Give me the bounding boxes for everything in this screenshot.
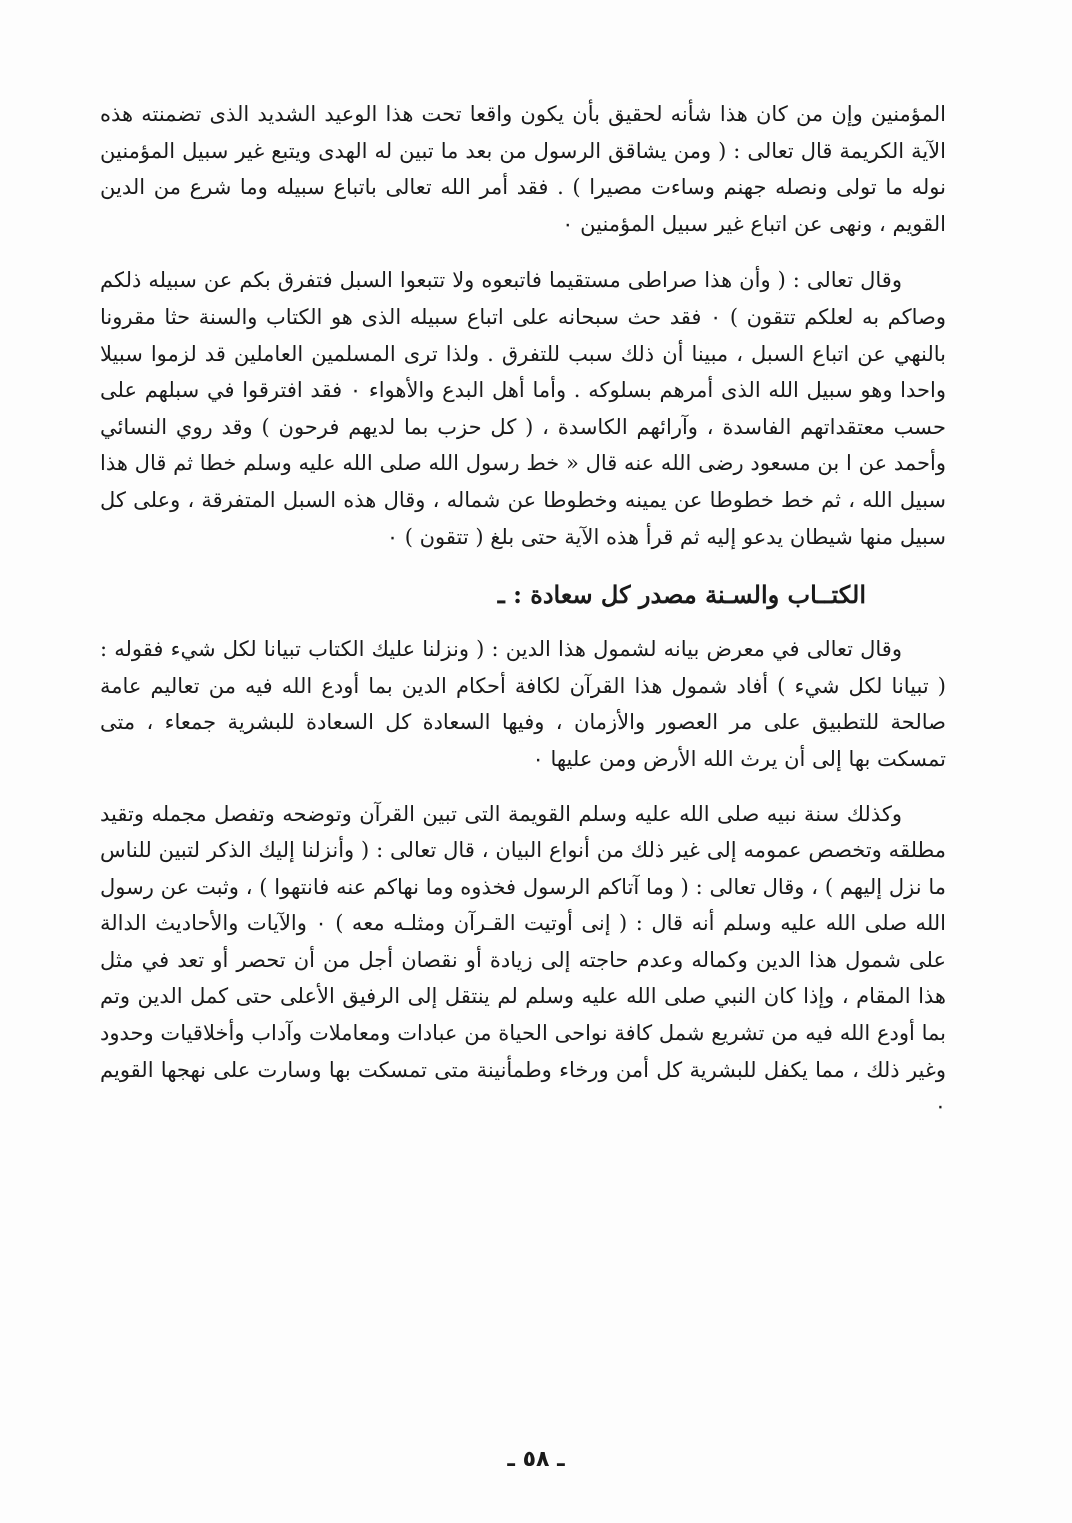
paragraph-3: وقال تعالى في معرض بيانه لشمول هذا الدين : ( ونزلنا عليك الكتاب تبيانا لكل شيء فقوله : ( تبيانا لكل شيء ) أفاد شمول هذا القرآن لكافة أحكام الدين بما أودع الله فيه من تعاليم عامة صالحة للتطبيق على مر العصور والأزمان ، وفيها السعادة كل السعادة للبشرية جمعاء ، متى تمسكت بها إلى أن يرث الله الأرض ومن عليها ٠ xyxy=(100,637,946,771)
section-heading: الكتــاب والسـنة مصدر كل سعادة : ـ xyxy=(497,580,866,610)
paragraph-2: وقال تعالى : ( وأن هذا صراطى مستقيما فاتبعوه ولا تتبعوا السبل فتفرق بكم عن سبيله ذلكم وصاكم به لعلكم تتقون ) ٠ فقد حث سبحانه على اتباع سبيله الذى هو الكتاب والسنة حثا مقرونا بالنهي عن اتباع السبل ، مبينا أن ذلك سبب للتفرق . ولذا ترى المسلمين العاملين قد لزموا سبيلا واحدا وهو سبيل الله الذى أمرهم بسلوكه . وأما أهل البدع والأهواء ٠ فقد افترقوا في سبلهم على حسب معتقداتهم الفاسدة ، وآرائهم الكاسدة ، ( كل حزب بما لديهم فرحون ) وقد روي النسائي وأحمد عن ا بن مسعود رضى الله عنه قال « خط رسول الله صلى الله عليه وسلم خطا ثم قال هذا سبيل الله ، ثم خط خطوطا عن يمينه وخطوطا عن شماله ، وقال هذه السبل المتفرقة ، وعلى كل سبيل منها شيطان يدعو إليه ثم قرأ هذه الآية حتى بلغ ( تتقون ) ٠ xyxy=(100,268,946,549)
paragraph-4: وكذلك سنة نبيه صلى الله عليه وسلم القويمة التى تبين القرآن وتوضحه وتفصل مجمله وتقيد مطلقه وتخصص عمومه إلى غير ذلك من أنواع البيان ، قال تعالى : ( وأنزلنا إليك الذكر لتبين للناس ما نزل إليهم ) ، وقال تعالى : ( وما آتاكم الرسول فخذوه وما نهاكم عنه فانتهوا ) ، وثبت عن رسول الله صلى الله عليه وسلم أنه قال : ( إنى أوتيت القـرآن ومثلـه معه ) ٠ والآيات والأحاديث الدالة على شمول هذا الدين وكماله وعدم حاجته إلى زيادة أو نقصان أجل من أن تحصر أو تعد في مثل هذا المقام ، وإذا كان النبي صلى الله عليه وسلم لم ينتقل إلى الرفيق الأعلى حتى كمل الدين وتم بما أودع الله فيه من تشريع شمل كافة نواحى الحياة من عبادات ومعاملات وآداب وأخلاقيات وحدود وغير ذلك ، مما يكفل للبشرية كل أمن ورخاء وطمأنينة متى تمسكت بها وسارت على نهجها القويم ٠ xyxy=(100,801,947,1119)
paragraph-1: المؤمنين وإن من كان هذا شأنه لحقيق بأن يكون واقعا تحت هذا الوعيد الشديد الذى تضمنته هذه الآية الكريمة قال تعالى : ( ومن يشاقق الرسول من بعد ما تبين له الهدى ويتبع غير سبيل المؤمنين نوله ما تولى ونصله جهنم وساءت مصيرا ) . فقد أمر الله تعالى باتباع سبيله وما شرع من الدين القويم ، ونهى عن اتباع غير سبيل المؤمنين ٠ xyxy=(100,102,946,236)
page-number: ـ ٥٨ ـ xyxy=(507,1447,565,1472)
page-body xyxy=(100,96,946,1125)
